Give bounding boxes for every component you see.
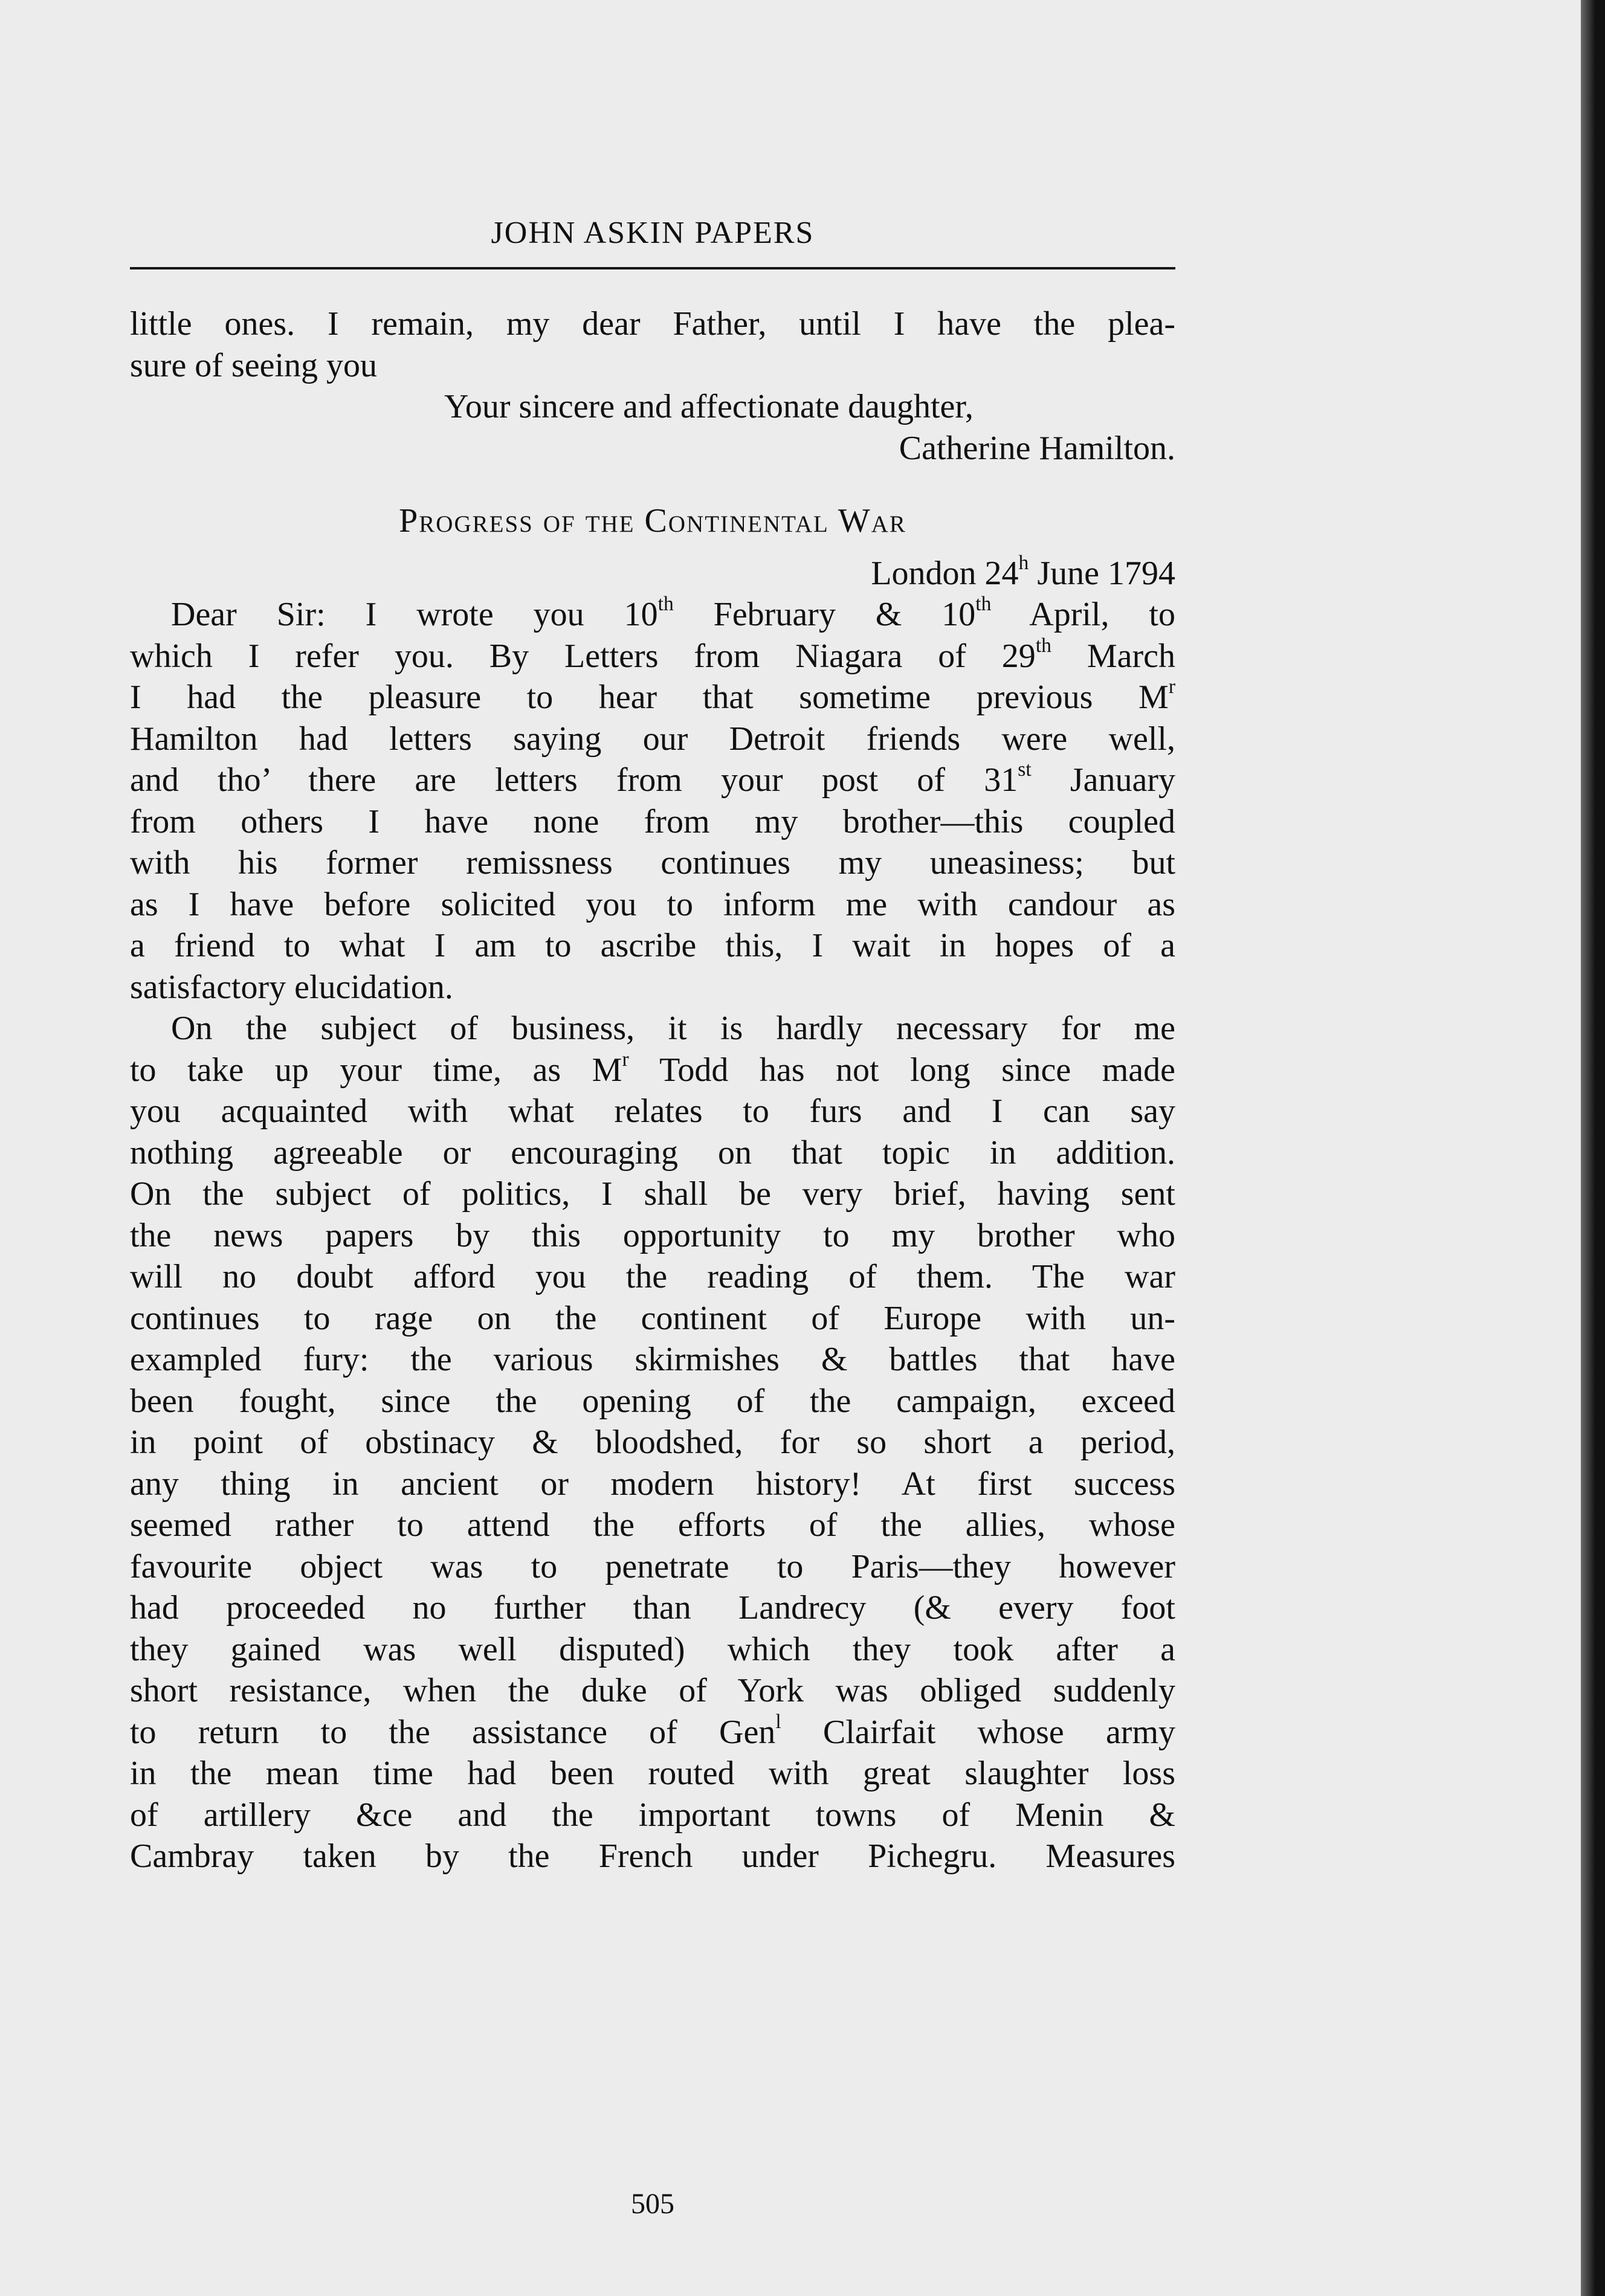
- text-line: as I have before solicited you to inform me with candour as: [130, 885, 1175, 923]
- text-line: satisfactory elucidation.: [130, 968, 453, 1006]
- text-line: On the subject of politics, I shall be very brief, having sent: [130, 1175, 1175, 1213]
- text-line: On the subject of business, it is hardly necessary for me: [171, 1010, 1175, 1047]
- text-line: to return to the assistance of Gen$^l$ Clairfait whose army: [130, 1710, 1176, 1751]
- text-line: short resistance, when the duke of York was obliged suddenly: [130, 1672, 1175, 1709]
- text-line: Hamilton had letters saying our Detroit friends were well,: [130, 720, 1175, 758]
- text-line: seemed rather to attend the efforts of the allies, whose: [130, 1506, 1175, 1544]
- text-line: Dear Sir: I wrote you 10th February & 10th April, to: [171, 592, 1175, 633]
- text-line: will no doubt afford you the reading of them. The war: [130, 1258, 1175, 1295]
- body-text: [130, 303, 1175, 1877]
- text-line: I had the pleasure to hear that sometime previous $M^r$: [130, 675, 1175, 716]
- text-line: you acquainted with what relates to furs and I can say: [130, 1092, 1175, 1130]
- text-line: been fought, since the opening of the campaign, exceed: [130, 1382, 1175, 1420]
- place-date: London 24$^h$ June 1794: [871, 551, 1175, 592]
- text-line: and tho’ there are letters from your post of 31st January: [130, 758, 1176, 799]
- signature: Catherine Hamilton.: [899, 429, 1175, 467]
- text-line: nothing agreeable or encouraging on that topic in addition.: [130, 1133, 1175, 1172]
- text-line: with his former remissness continues my uneasiness; but: [130, 844, 1175, 882]
- text-line: little ones. I remain, my dear Father, until I have the plea-: [130, 305, 1175, 343]
- text-line: to take up your time, as $M^r$ Todd has not long since made: [130, 1048, 1175, 1089]
- text-line: any thing in ancient or modern history! At first success: [130, 1465, 1175, 1503]
- text-line: favourite object was to penetrate to Paris—they however: [130, 1547, 1175, 1585]
- text-line: a friend to what I am to ascribe this, I wait in hopes of a: [130, 927, 1175, 964]
- text-line: from others I have none from my brother—this coupled: [130, 802, 1175, 840]
- text-line: which I refer you. By Letters from Niagara of 29th March: [130, 634, 1175, 675]
- header-rule: [130, 267, 1175, 269]
- text-line: in the mean time had been routed with great slaughter loss: [130, 1755, 1175, 1792]
- text-line: the news papers by this opportunity to my brother who: [130, 1216, 1175, 1254]
- text-line: had proceeded no further than Landrecy (& every foot: [130, 1589, 1175, 1627]
- section-heading: Progress of the Continental War: [399, 502, 906, 540]
- text-line: Cambray taken by the French under Pichegru. Measures: [130, 1837, 1175, 1875]
- text-line: of artillery &ce and the important towns of Menin &: [130, 1796, 1175, 1834]
- page-number: 505: [631, 2188, 674, 2220]
- text-line: in point of obstinacy & bloodshed, for so short a period,: [130, 1424, 1175, 1461]
- running-head: JOHN ASKIN PAPERS: [491, 216, 815, 250]
- text-line: sure of seeing you: [130, 346, 378, 384]
- valediction: Your sincere and affectionate daughter,: [444, 388, 974, 425]
- page-edge-shadow: [1581, 0, 1605, 2296]
- text-line: continues to rage on the continent of Europe with un-: [130, 1299, 1175, 1337]
- text-line: they gained was well disputed) which they took after a: [130, 1630, 1175, 1668]
- text-line: exampled fury: the various skirmishes & battles that have: [130, 1341, 1175, 1378]
